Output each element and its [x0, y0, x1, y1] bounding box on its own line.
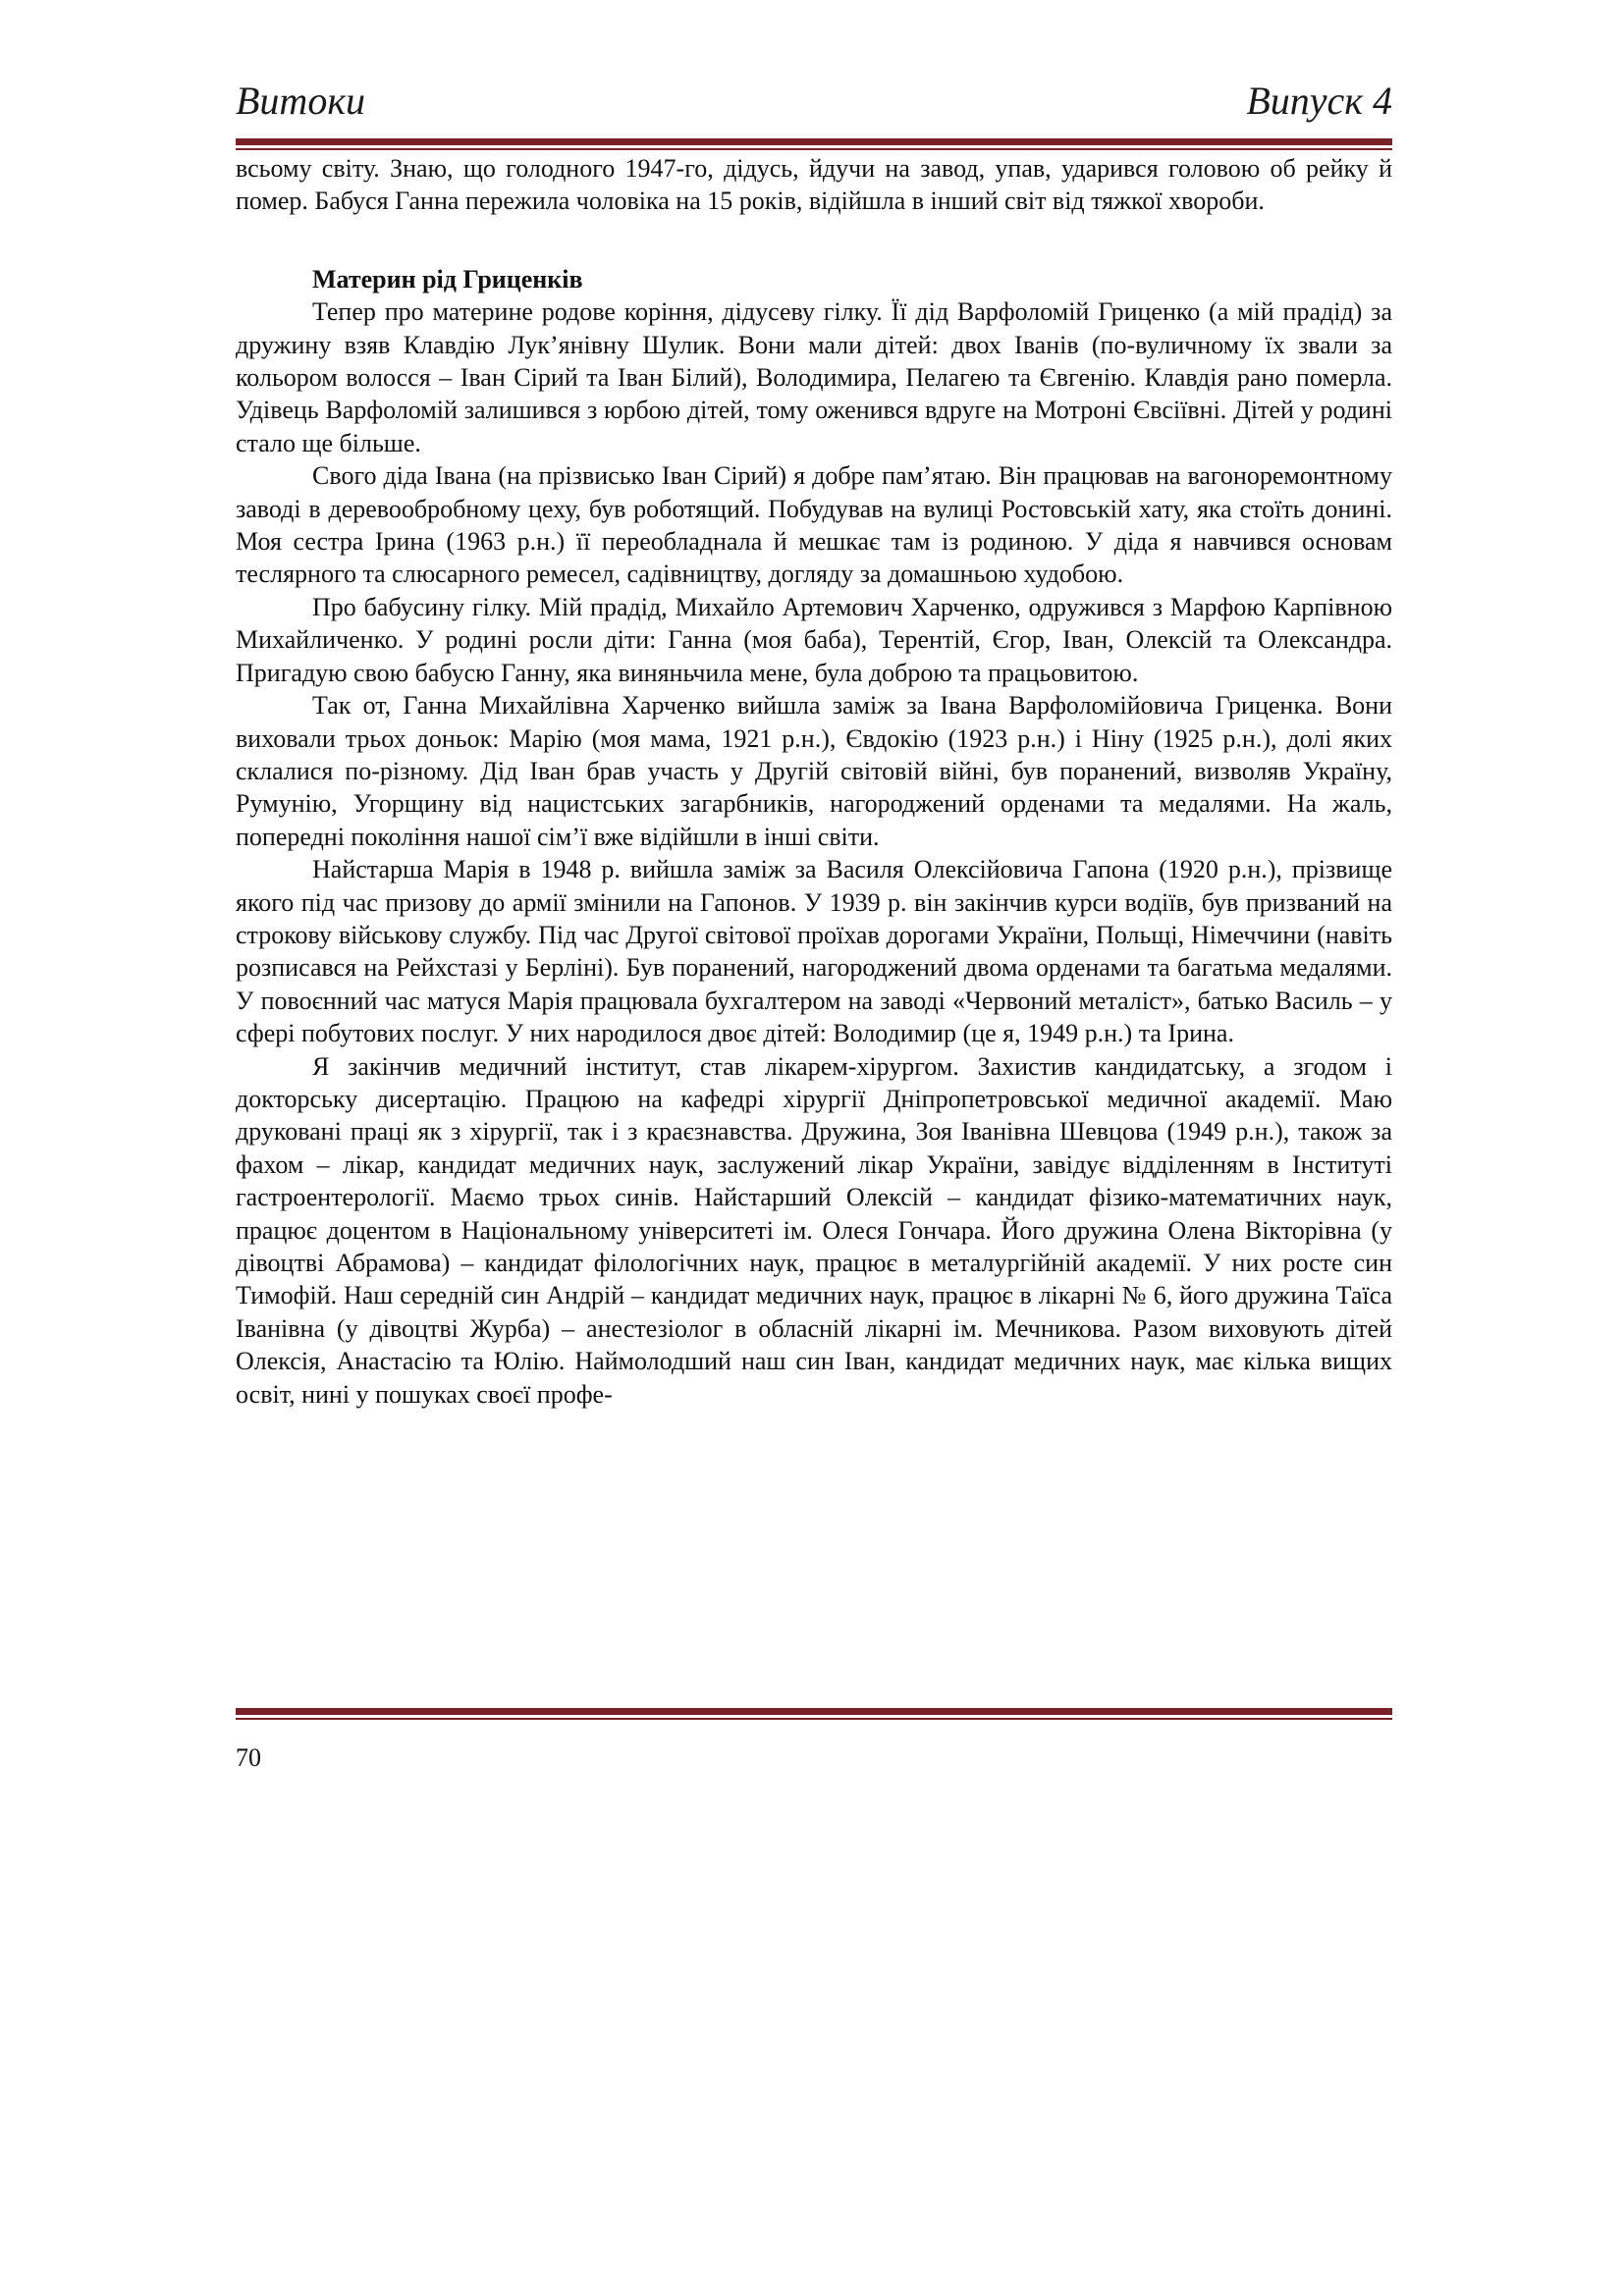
header-rule	[236, 138, 1392, 150]
running-header	[236, 77, 1392, 126]
body-paragraph: Тепер про материне родове коріння, дідусеву гілку. Її дід Варфоломій Гриценко (а мій прадід) за дружину взяв Клавдію Лук’янівну Шулик. Вони мали дітей: двох Іванів (по-вуличному їх звали за кольором волосся – Іван Сірий та Іван Білий), Володимира, Пелагею та Євгенію. Клавдія рано померла. Удівець Варфоломій залишився з юрбою дітей, тому оженився вдруге на Мотроні Євсіївні. Дітей у родині стало ще більше.	[236, 297, 1392, 457]
footer-rule	[236, 1708, 1392, 1720]
issue-label: Випуск 4	[1246, 79, 1392, 123]
body-paragraph: Свого діда Івана (на прізвисько Іван Сірий) я добре пам’ятаю. Він працював на вагоноремонтному заводі в деревообробному цеху, був роботящий. Побудував на вулиці Ростовській хату, яка стоїть донині. Моя сестра Ірина (1963 р.н.) її переобладнала й мешкає там із родиною. У діда я навчився основам теслярного та слюсарного ремесел, садівництву, догляду за домашньою худобою.	[236, 461, 1392, 589]
article-body	[236, 152, 1392, 1411]
page-number: 70	[236, 1743, 261, 1772]
body-paragraph: Найстарша Марія в 1948 р. вийшла заміж за Василя Олексійовича Гапона (1920 р.н.), прізвище якого під час призову до армії змінили на Гапонов. У 1939 р. він закінчив курси водіїв, був призваний на строкову військову службу. Під час Другої світової проїхав дорогами України, Польщі, Німеччини (навіть розписався на Рейхстазі у Берліні). Був поранений, нагороджений двома орденами та багатьма медалями. У повоєнний час матуся Марія працювала бухгалтером на заводі «Червоний металіст», батько Василь – у сфері побутових послуг. У них народилося двоє дітей: Володимир (це я, 1949 р.н.) та Ірина.	[236, 855, 1392, 1048]
body-paragraph: Я закінчив медичний інститут, став лікарем-хірургом. Захистив кандидатську, а згодом і докторську дисертацію. Працюю на кафедрі хірургії Дніпропетровської медичної академії. Маю друковані праці як з хірургії, так і з краєзнавства. Дружина, Зоя Іванівна Шевцова (1949 р.н.), також за фахом – лікар, кандидат медичних наук, заслужений лікар України, завідує відділенням в Інституті гастроентерології. Маємо трьох синів. Найстарший Олексій – кандидат фізико-математичних наук, працює доцентом в Національному університеті ім. Олеся Гончара. Його дружина Олена Вікторівна (у дівоцтві Абрамова) – кандидат філологічних наук, працює в металургійній академії. У них росте син Тимофій. Наш середній син Андрій – кандидат медичних наук, працює в лікарні № 6, його дружина Таїса Іванівна (у дівоцтві Журба) – анестезіолог в обласній лікарні ім. Мечникова. Разом виховують дітей Олексія, Анастасію та Юлію. Наймолодший наш син Іван, кандидат медичних наук, має кілька вищих освіт, нині у пошуках своєї профе-	[236, 1051, 1392, 1409]
body-paragraph: Так от, Ганна Михайлівна Харченко вийшла заміж за Івана Варфоломійовича Гриценка. Вони виховали трьох доньок: Марію (моя мама, 1921 р.н.), Євдокію (1923 р.н.) і Ніну (1925 р.н.), долі яких склалися по-різному. Дід Іван брав участь у Другій світовій війні, був поранений, визволяв Україну, Румунію, Угорщину від нацистських загарбників, нагороджений орденами та медалями. На жаль, попередні покоління нашої сім’ї вже відійшли в інші світи.	[236, 691, 1392, 851]
continuation-paragraph: всьому світу. Знаю, що голодного 1947-го, дідусь, йдучи на завод, упав, ударився головою об рейку й помер. Бабуся Ганна пережила чоловіка на 15 років, відійшла в інший світ від тяжкої хвороби.	[236, 154, 1392, 216]
section-heading: Материн рід Гриценків	[312, 264, 583, 294]
body-paragraph: Про бабусину гілку. Мій прадід, Михайло Артемович Харченко, одружився з Марфою Карпівною Михайличенко. У родині росли діти: Ганна (моя баба), Терентій, Єгор, Іван, Олексій та Олександра. Пригадую свою бабусю Ганну, яка виняньчила мене, була доброю та працьовитою.	[236, 592, 1392, 687]
journal-title: Витоки	[236, 79, 366, 123]
